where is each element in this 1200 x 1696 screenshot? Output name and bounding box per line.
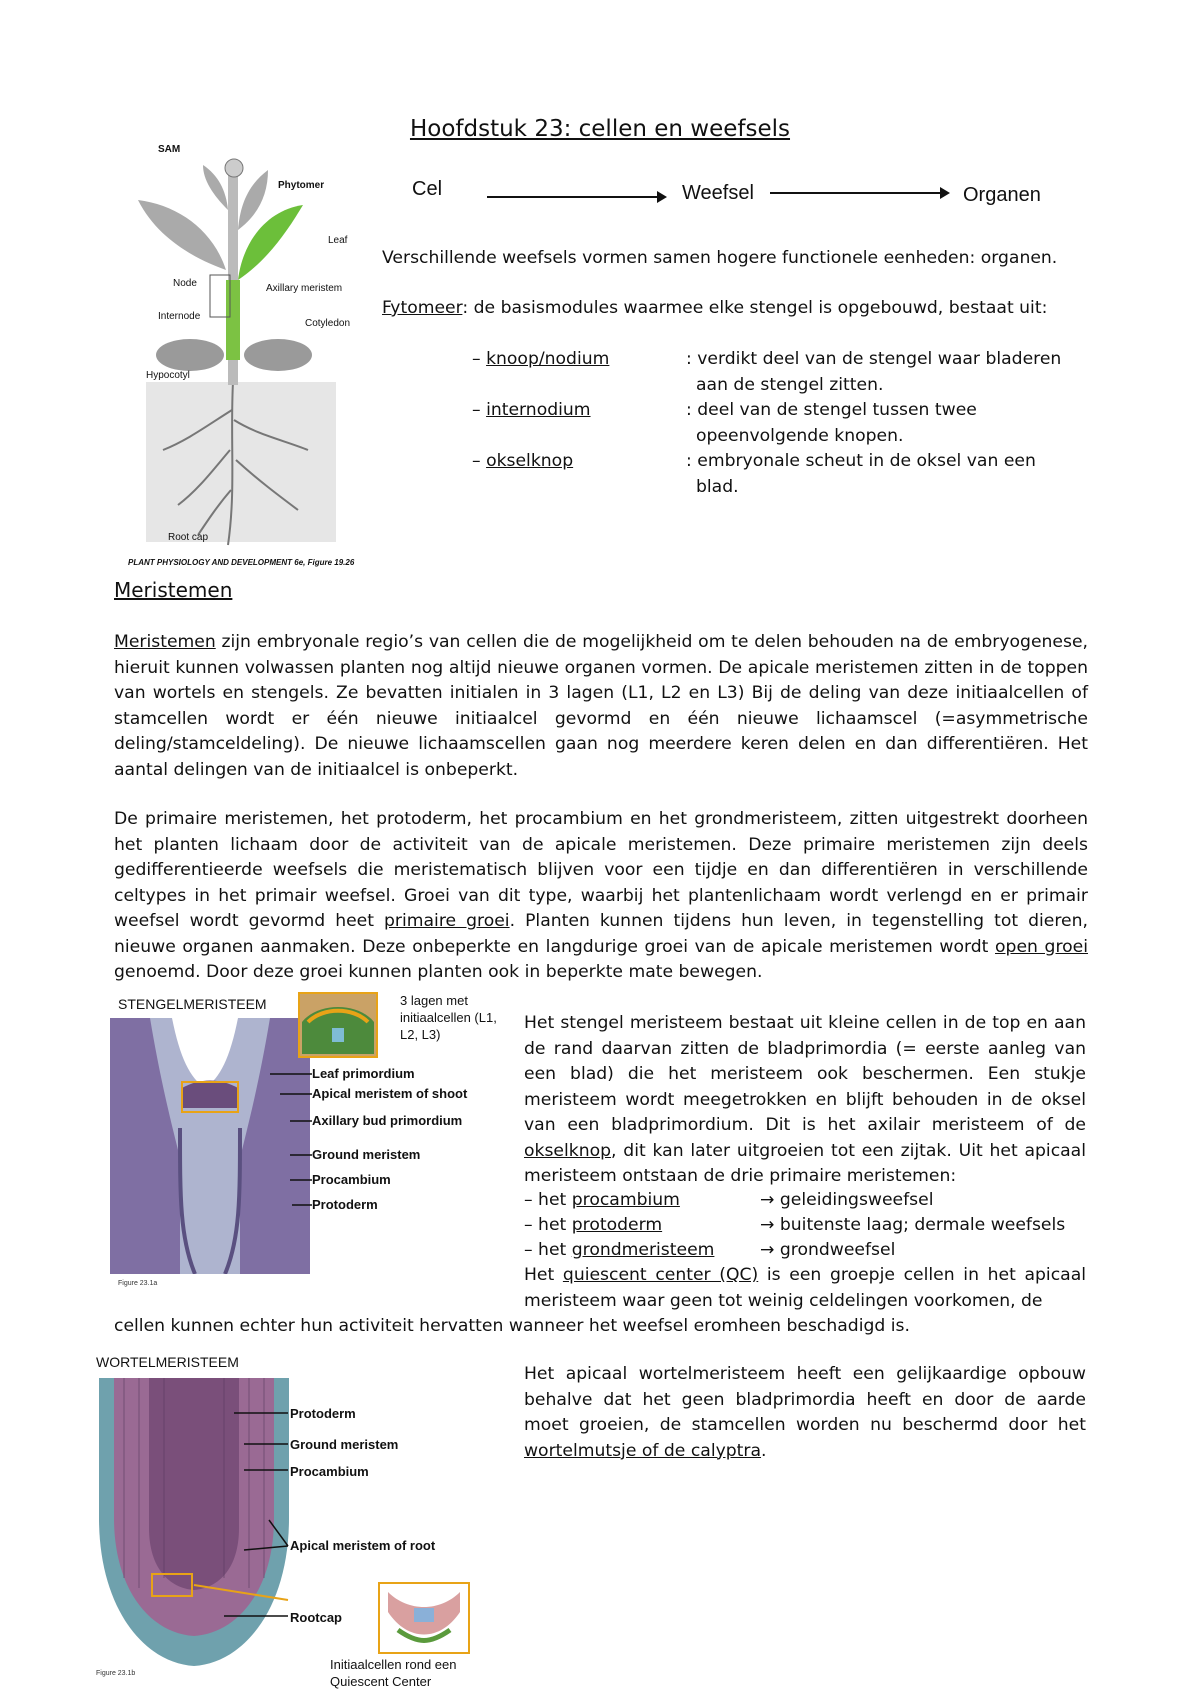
label-hypocotyl: Hypocotyl [146, 370, 190, 381]
label-ground-meristem: Ground meristem [312, 1147, 421, 1162]
label-axillary-meristem: Axillary meristem [266, 283, 343, 294]
label-sam: SAM [158, 144, 181, 155]
fytomeer-def-1b: aan de stengel zitten. [696, 375, 884, 395]
p2-part-c: genoemd. Door deze groei kunnen planten ook in beperkte mate bewegen. [114, 962, 763, 982]
item-1-prefix: – het [524, 1190, 572, 1210]
plant-illustration [118, 150, 366, 570]
fytomeer-item-2: – internodium [472, 400, 591, 420]
root-text-a: Het apicaal wortelmeristeem heeft een gelijkaardige opbouw behalve dat het geen bladprimordia heeft en door de aarde moet groeien, de stamcellen worden nu beschermd door het [524, 1364, 1086, 1435]
root-text-b: . [761, 1440, 767, 1461]
root-figure-source: Figure 23.1b [96, 1670, 136, 1677]
stem-inset-caption: 3 lagen met initiaalcellen (L1, L2, L3) [400, 993, 497, 1042]
stem-layer-inset [298, 992, 378, 1058]
primary-meristem-result-1: → geleidingsweefsel [760, 1190, 934, 1210]
label-protoderm: Protoderm [312, 1197, 378, 1212]
primary-meristem-item-3 [524, 1238, 714, 1264]
label-rootcap: Rootcap [290, 1610, 342, 1625]
label-apical-meristem-root: Apical meristem of root [290, 1538, 436, 1553]
stem-figure-title: STENGELMERISTEEM [118, 996, 267, 1012]
term-open-groei: open groei [995, 936, 1088, 957]
item-3-prefix: – het [524, 1240, 572, 1260]
meristemen-paragraph-1 [114, 630, 1088, 783]
fytomeer-term: Fytomeer [382, 298, 463, 318]
page-title: Hoofdstuk 23: cellen en weefsels [409, 116, 791, 142]
label-cotyledon: Cotyledon [305, 318, 351, 329]
stem-meristem-figure [110, 992, 500, 1294]
fytomeer-definition [382, 296, 1102, 322]
fytomeer-def-3: : embryonale scheut in de oksel van een [686, 451, 1036, 471]
stem-meristem-paragraph [524, 1011, 1086, 1190]
stem-label-lines [270, 1072, 314, 1212]
label-internode: Internode [158, 311, 201, 322]
fytomeer-term-knoop: knoop/nodium [486, 349, 610, 369]
flow-arrow-1 [487, 196, 665, 198]
term-okselknop: okselknop [524, 1140, 612, 1161]
flow-weefsel: Weefsel [682, 182, 754, 204]
qc-paragraph-end: cellen kunnen echter hun activiteit hervatten wanneer het weefsel eromheen beschadigd is. [114, 1316, 910, 1336]
item-2-prefix: – het [524, 1215, 572, 1235]
primary-meristem-result-3: → grondweefsel [760, 1240, 896, 1260]
label-root-cap: Root cap [168, 532, 209, 543]
meristemen-p1-body: zijn embryonale regio’s van cellen die de mogelijkheid om te delen behouden na de embryogenese, hieruit kunnen volwassen planten nog altijd nieuwe organen vormen. De apicale meristemen zitten in de toppen van wortels en stengels. Ze bevatten initialen in 3 lagen (L1, L2 en L3) Bij de deling van deze initiaalcellen of stamcellen wordt er één nieuwe initiaalcel gevormd en één nieuwe lichaamscel (=asymmetrische deling/stamceldeling). De nieuwe lichaamscellen gaan nog meerdere keren delen en dan differentiëren. Het aantal delingen van de initiaalcel is onbeperkt. [114, 632, 1088, 780]
stem-text-a: Het stengel meristeem bestaat uit kleine cellen in de top en aan de rand daarvan zitten de bladprimordia (= eerste aanleg van een blad) die het meristeem ook beschermen. Een stukje meristeem wordt meegetrokken en blijft behouden in de oksel van een bladprimordium. Dit is het axilair meristeem of de [524, 1013, 1086, 1135]
fytomeer-def-3b: blad. [696, 477, 739, 497]
primary-meristem-item-1 [524, 1188, 680, 1214]
root-meristem-figure [94, 1350, 514, 1696]
meristemen-term: Meristemen [114, 632, 216, 652]
root-inset-caption: Initiaalcellen rond een Quiescent Center [330, 1657, 457, 1689]
fytomeer-term-okselknop: okselknop [486, 451, 574, 471]
label-phytomer: Phytomer [278, 180, 325, 191]
primary-meristem-result-2: → buitenste laag; dermale weefsels [760, 1215, 1066, 1235]
term-primaire-groei: primaire groei [384, 911, 510, 931]
stem-figure-source: Figure 23.1a [118, 1280, 158, 1287]
label-root-protoderm: Protoderm [290, 1406, 356, 1421]
plant-figure-source: PLANT PHYSIOLOGY AND DEVELOPMENT 6e, Figure 19.26 [128, 558, 355, 567]
term-grondmeristeem: grondmeristeem [571, 1240, 715, 1260]
term-protoderm: protoderm [571, 1215, 663, 1235]
label-apical-meristem-shoot: Apical meristem of shoot [312, 1086, 468, 1101]
label-root-ground-meristem: Ground meristem [290, 1437, 399, 1452]
label-node: Node [173, 278, 197, 289]
term-wortelmutsje: wortelmutsje of de calyptra [524, 1440, 762, 1461]
label-leaf: Leaf [328, 235, 348, 246]
flow-organen: Organen [963, 184, 1041, 206]
fytomeer-def-2b: opeenvolgende knopen. [696, 426, 904, 446]
label-procambium: Procambium [312, 1172, 391, 1187]
fytomeer-item-1: – knoop/nodium [472, 349, 610, 369]
p2-part-a: De primaire meristemen, het protoderm, het procambium en het grondmeristeem, zitten uitgestrekt doorheen het planten lichaam door de activiteit van de apicale meristemen. Deze primaire meristemen zijn deels gedifferentieerde weefsels die meristematisch blijven voor een tijdje en dan differentiëren in verschillende celtypes in het primair weefsel. Groei van dit type, waarbij het plantenlichaam wordt verlengd en er primair weefsel wordt gevormd heet [114, 809, 1088, 931]
flow-cel: Cel [412, 178, 443, 200]
term-quiescent-center: quiescent center (QC) [562, 1265, 759, 1285]
plant-figure [118, 144, 366, 570]
stem-text-b: , dit kan later uitgroeien tot een zijtak. Uit het apicaal meristeem ontstaan de drie primaire meristemen: [524, 1140, 1086, 1186]
label-root-procambium: Procambium [290, 1464, 369, 1479]
term-procambium: procambium [571, 1190, 680, 1210]
primary-meristem-item-2 [524, 1213, 662, 1239]
qc-text-a: is een groepje cellen in het apicaal meristeem waar geen tot weinig celdelingen voorkomen, de [524, 1265, 1087, 1311]
fytomeer-item-3: – okselknop [472, 451, 574, 471]
meristemen-heading: Meristemen [114, 578, 233, 602]
qc-paragraph [524, 1263, 1086, 1314]
flow-arrow-2 [770, 192, 948, 194]
label-axillary-bud-primordium: Axillary bud primordium [312, 1113, 463, 1128]
fytomeer-term-internodium: internodium [486, 400, 591, 420]
intro-text: Verschillende weefsels vormen samen hogere functionele eenheden: organen. [382, 248, 1058, 268]
root-figure-title: WORTELMERISTEEM [96, 1354, 239, 1370]
label-leaf-primordium: Leaf primordium [312, 1066, 415, 1081]
fytomeer-def-2: : deel van de stengel tussen twee [686, 400, 977, 420]
meristemen-paragraph-2 [114, 807, 1088, 986]
root-meristem-paragraph [524, 1362, 1086, 1464]
root-label-lines [184, 1410, 292, 1620]
fytomeer-rest: : de basismodules waarmee elke stengel is opgebouwd, bestaat uit: [462, 298, 1048, 318]
qc-prefix: Het [524, 1265, 563, 1285]
root-qc-inset [378, 1582, 470, 1654]
p2-part-b: . Planten kunnen tijdens hun leven, in tegenstelling tot dieren, nieuwe organen aanmaken. Deze onbeperkte en langdurige groei van de apicale meristemen wordt [114, 911, 1088, 957]
fytomeer-def-1: : verdikt deel van de stengel waar bladeren [686, 349, 1062, 369]
